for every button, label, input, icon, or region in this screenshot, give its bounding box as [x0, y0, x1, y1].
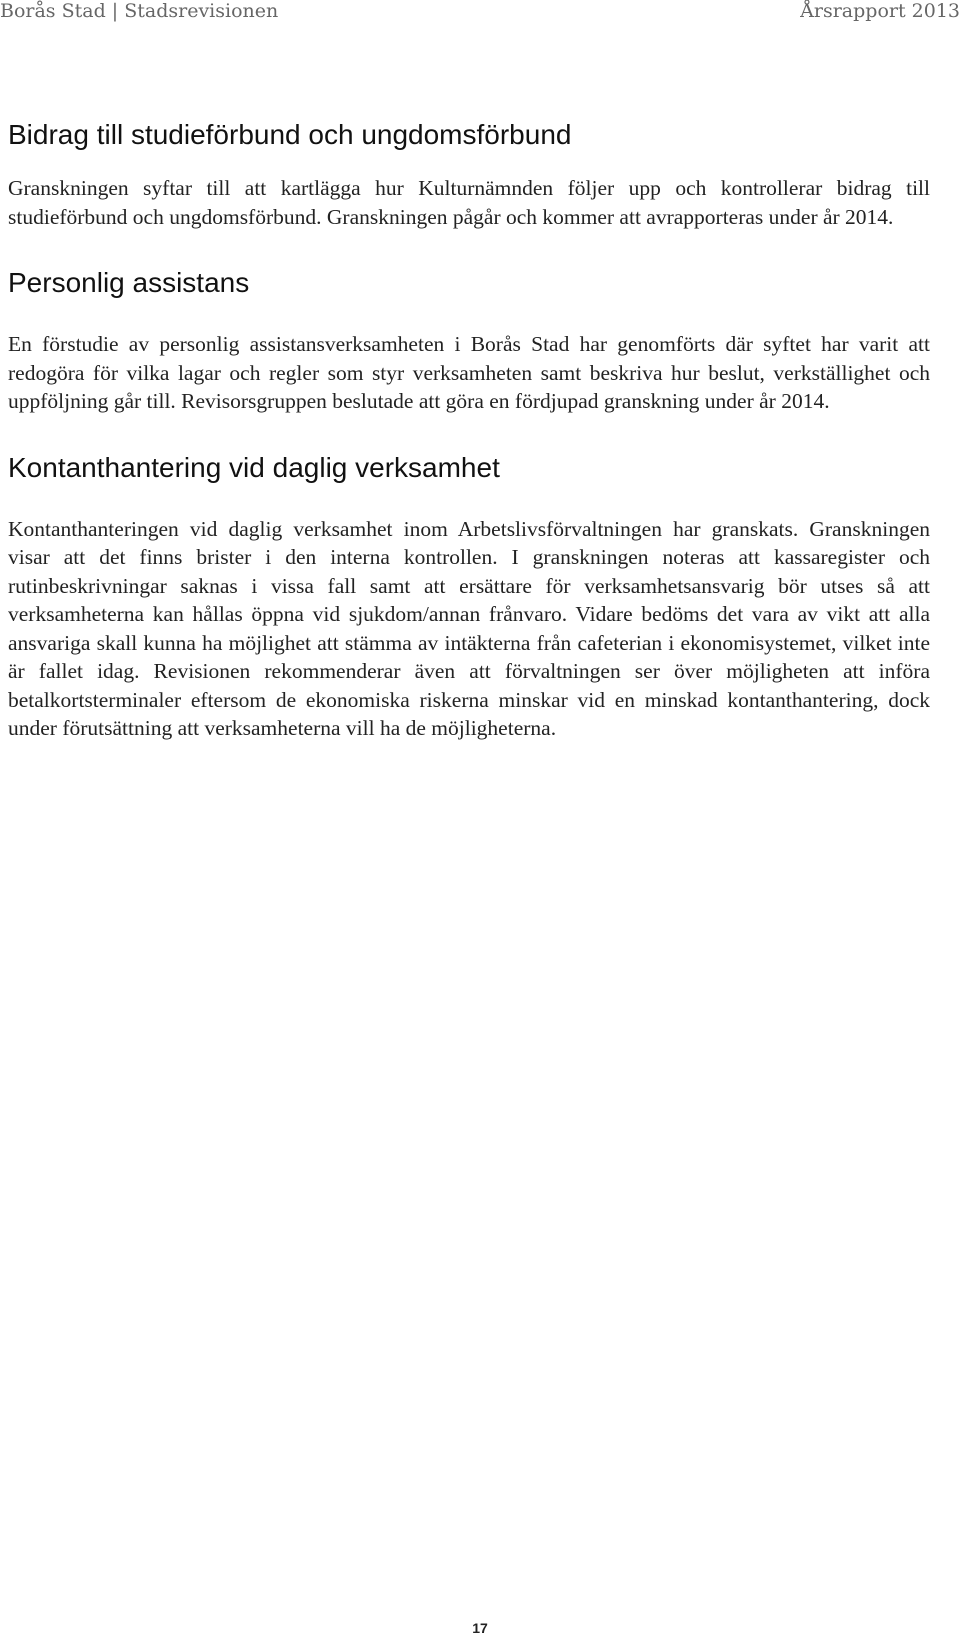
page-content [8, 118, 930, 743]
header-organization: Borås Stad | Stadsrevisionen [0, 0, 279, 22]
section-bidrag-studieforbund [8, 118, 930, 231]
section-body: Granskningen syftar till att kartlägga hur Kulturnämnden följer upp och kontrollerar bidrag till studieförbund och ungdomsförbund. Granskningen pågår och kommer att avrapporteras under år 2014. [8, 176, 930, 229]
section-heading: Kontanthantering vid daglig verksamhet [8, 451, 500, 483]
section-heading: Bidrag till studieförbund och ungdomsförbund [8, 119, 572, 150]
section-kontanthantering [8, 451, 930, 743]
running-header [0, 0, 960, 26]
section-body: Kontanthanteringen vid daglig verksamhet inom Arbetslivsförvaltningen har granskats. Granskningen visar att det finns brister i den interna kontrollen. I granskningen noteras att kassaregister och rutinbeskrivningar saknas i vissa fall samt att ersättare för verksamhetsansvarig bör utses så att verksamheterna kan hållas öppna vid sjukdom/annan frånvaro. Vidare bedöms det vara av vikt att alla ansvariga skall kunna ha möjlighet att stämma av intäkterna från cafeterian i ekonomisystemet, vilket inte är fallet idag. Revisionen rekommenderar även att förvaltningen ser över möjligheten att införa betalkortsterminaler eftersom de ekonomiska riskerna minskar vid en minskad kontanthantering, dock under förutsättning att verksamheterna vill ha de möjligheterna. [8, 516, 930, 740]
header-report-title: Årsrapport 2013 [800, 0, 960, 22]
section-heading: Personlig assistans [8, 267, 250, 298]
section-personlig-assistans [8, 266, 930, 416]
page-number: 17 [472, 1620, 488, 1636]
section-body: En förstudie av personlig assistansverksamheten i Borås Stad har genomförts där syftet har varit att redogöra för vilka lagar och regler som styr verksamheten samt beskriva hur beslut, verkställighet och uppföljning går till. Revisorsgruppen beslutade att göra en fördjupad granskning under år 2014. [8, 332, 930, 413]
